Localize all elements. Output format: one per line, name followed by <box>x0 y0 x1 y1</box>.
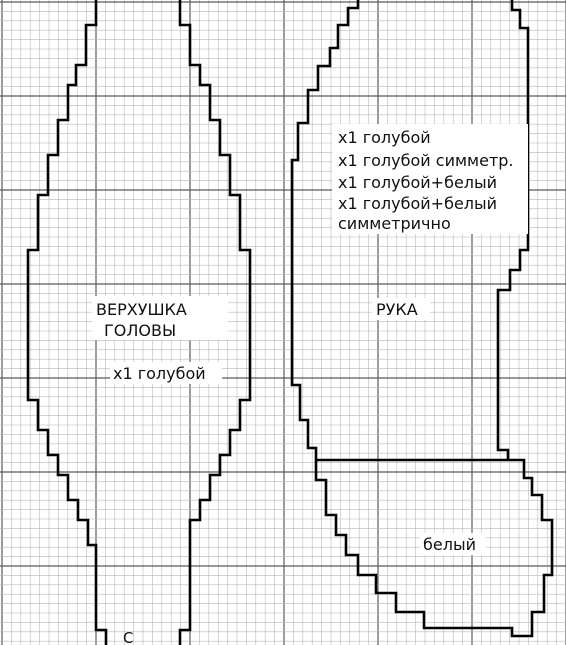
arm-title: РУКА <box>376 300 418 319</box>
arm-instruction-1: x1 голубой <box>338 128 431 147</box>
head-top-bottom-letter: C <box>123 629 134 645</box>
arm-instruction-2: x1 голубой симметр. <box>338 151 514 170</box>
head-top-instruction: x1 голубой <box>113 364 206 383</box>
head-top-title-line1: ВЕРХУШКА <box>96 300 187 319</box>
arm-instruction-4: x1 голубой+белый <box>338 194 498 213</box>
arm-instruction-5: симметрично <box>338 214 451 233</box>
arm-bottom-part-label: белый <box>423 535 476 554</box>
arm-instruction-3: x1 голубой+белый <box>338 173 498 192</box>
head-top-title-line2: ГОЛОВЫ <box>104 321 177 340</box>
